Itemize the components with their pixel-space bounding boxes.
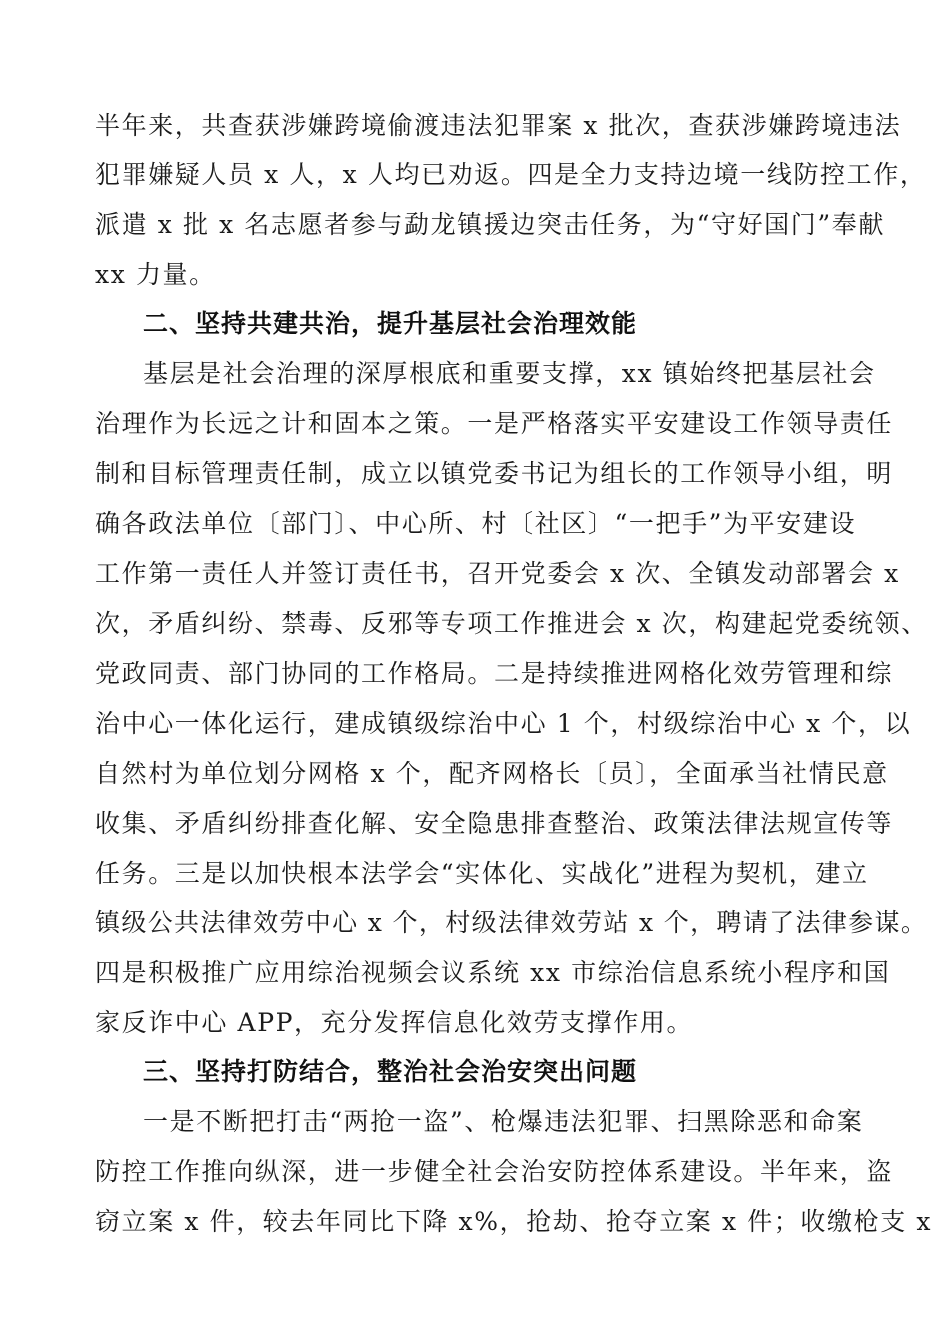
paragraph-line: 镇级公共法律效劳中心 x 个，村级法律效劳站 x 个，聘请了法律参谋。 bbox=[95, 908, 928, 937]
paragraph-line: 收集、矛盾纠纷排查化解、安全隐患排查整治、政策法律法规宣传等 bbox=[95, 809, 894, 838]
paragraph-line: 次，矛盾纠纷、禁毒、反邪等专项工作推进会 x 次，构建起党委统领、 bbox=[95, 609, 928, 638]
paragraph-line: 自然村为单位划分网格 x 个，配齐网格长〔员〕，全面承当社情民意 bbox=[95, 759, 889, 788]
paragraph-line: 治中心一体化运行，建成镇级综治中心 1 个，村级综治中心 x 个，以 bbox=[95, 709, 912, 738]
section-heading: 三、坚持打防结合，整治社会治安突出问题 bbox=[143, 1057, 638, 1086]
paragraph-line: 确各政法单位〔部门〕、中心所、村〔社区〕“一把手”为平安建设 bbox=[95, 509, 857, 538]
paragraph-line: 工作第一责任人并签订责任书，召开党委会 x 次、全镇发动部署会 x bbox=[95, 559, 900, 588]
paragraph-line: 窃立案 x 件，较去年同比下降 x%，抢劫、抢夺立案 x 件；收缴枪支 x bbox=[95, 1207, 933, 1236]
paragraph-line: 防控工作推向纵深，进一步健全社会治安防控体系建设。半年来，盗 bbox=[95, 1157, 894, 1186]
paragraph-line: 家反诈中心 APP，充分发挥信息化效劳支撑作用。 bbox=[95, 1008, 694, 1037]
paragraph-line: 基层是社会治理的深厚根底和重要支撑，xx 镇始终把基层社会 bbox=[143, 359, 876, 388]
paragraph-line: 四是积极推广应用综治视频会议系统 xx 市综治信息系统小程序和国 bbox=[95, 958, 891, 987]
paragraph-line: 半年来，共查获涉嫌跨境偷渡违法犯罪案 x 批次，查获涉嫌跨境违法 bbox=[95, 111, 902, 140]
paragraph-line: 治理作为长远之计和固本之策。一是严格落实平安建设工作领导责任 bbox=[95, 409, 894, 438]
section-heading: 二、坚持共建共治，提升基层社会治理效能 bbox=[143, 309, 638, 338]
paragraph-line: 制和目标管理责任制，成立以镇党委书记为组长的工作领导小组，明 bbox=[95, 459, 894, 488]
paragraph-line: 一是不断把打击“两抢一盗”、枪爆违法犯罪、扫黑除恶和命案 bbox=[143, 1107, 864, 1136]
paragraph-line: 任务。三是以加快根本法学会“实体化、实战化”进程为契机，建立 bbox=[95, 859, 869, 888]
paragraph-line: 犯罪嫌疑人员 x 人，x 人均已劝返。四是全力支持边境一线防控工作， bbox=[95, 160, 927, 189]
paragraph-line: 党政同责、部门协同的工作格局。二是持续推进网格化效劳管理和综 bbox=[95, 659, 894, 688]
paragraph-line: xx 力量。 bbox=[95, 260, 216, 289]
paragraph-line: 派遣 x 批 x 名志愿者参与勐龙镇援边突击任务，为“守好国门”奉献 bbox=[95, 210, 885, 239]
